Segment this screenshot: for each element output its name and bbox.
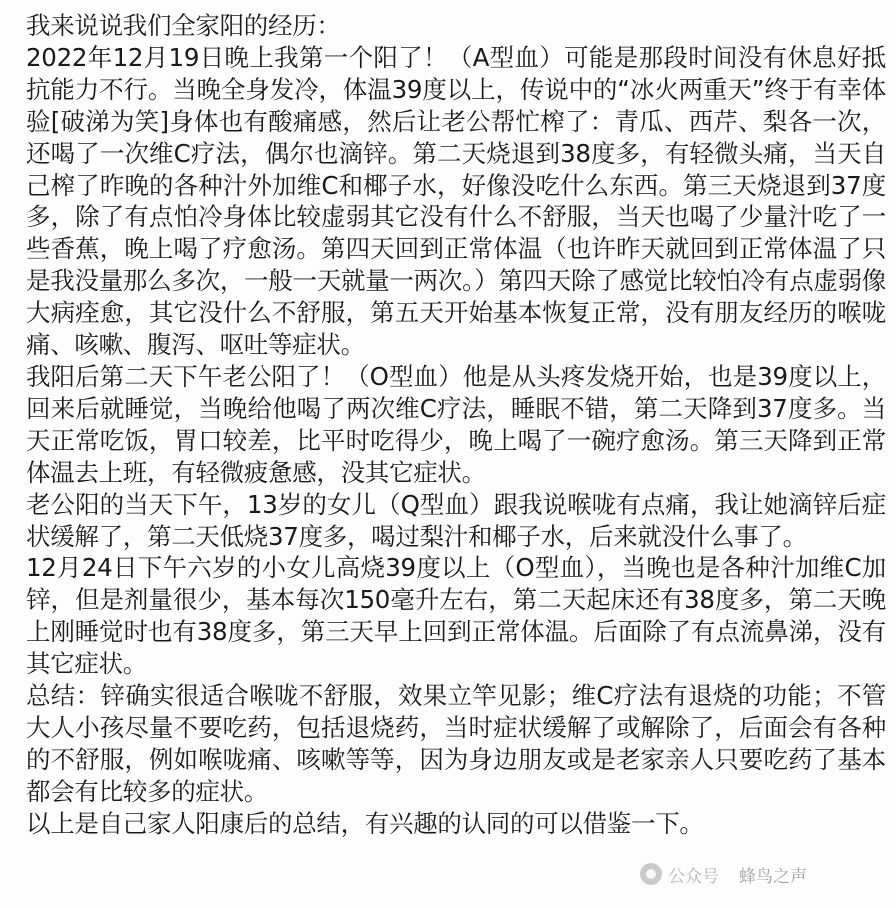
post-intro: 我来说说我们全家阳的经历： [26,11,341,40]
paragraph-closing: 以上是自己家人阳康后的总结，有兴趣的认同的可以借鉴一下。 [26,808,704,838]
paragraph-elder-daughter: 老公阳的当天下午，13岁的女儿（Q型血）跟我说喉咙有点痛，我让她滴锌后症状缓解了，第二天低烧37度多，喝过梨汁和椰子水，后来就没什么事了。 [26,489,886,551]
paragraph-mother: 2022年12月19日晚上我第一个阳了！（A型血）可能是那段时间没有休息好抵抗能力不行。当晚全身发冷，体温39度以上，传说中的“冰火两重天”终于有幸体验[破涕为笑]身体也有酸痛感，然后让老公帮忙榨了：青瓜、西芹、梨各一次，还喝了一次维C疗法，偶尔也滴锌。第二天烧退到38度多，有轻微头痛，当天自己榨了昨晚的各种汁外加维C和椰子水，好像没吃什么东西。第三天烧退到37度多，除了有点怕冷身体比较虚弱其它没有什么不舒服，当天也喝了少量汁吃了一些香蕉，晚上喝了疗愈汤。第四天回到正常体温（也许昨天就回到正常体温了只是我没量那么多次，一般一天就量一两次。）第四天除了感觉比较怕冷有点虚弱像大病痊愈，其它没什么不舒服，第五天开始基本恢复正常，没有朋友经历的喉咙痛、咳嗽、腹泻、呕吐等症状。 [26,42,886,360]
paragraph-younger-daughter: 12月24日下午六岁的小女儿高烧39度以上（O型血），当晚也是各种汁加维C加锌，但是剂量很少，基本每次150毫升左右，第二天起床还有38度多，第二天晚上刚睡觉时也有38度多，第三天早上回到正常体温。后面除了有点流鼻涕，没有其它症状。 [26,553,886,679]
post-body [26,10,886,840]
watermark-source: 公众号 [668,866,719,887]
paragraph-summary: 总结：锌确实很适合喉咙不舒服，效果立竿见影；维C疗法有退烧的功能；不管大人小孩尽量不要吃药，包括退烧药，当时症状缓解了或解除了，后面会有各种的不舒服，例如喉咙痛、咳嗽等等，因为身边朋友或是老家亲人只要吃药了基本都会有比较多的症状。 [26,681,886,806]
watermark [640,858,807,890]
paragraph-husband: 我阳后第二天下午老公阳了！（O型血）他是从头疼发烧开始，也是39度以上，回来后就睡觉，当晚给他喝了两次维C疗法，睡眠不错，第二天降到37度多。当天正常吃饭，胃口较差，比平时吃得少，晚上喝了一碗疗愈汤。第三天降到正常体温去上班，有轻微疲惫感，没其它症状。 [26,361,886,487]
watermark-account-name: 蜂鸟之声 [739,866,807,887]
wechat-official-account-icon [640,863,662,885]
